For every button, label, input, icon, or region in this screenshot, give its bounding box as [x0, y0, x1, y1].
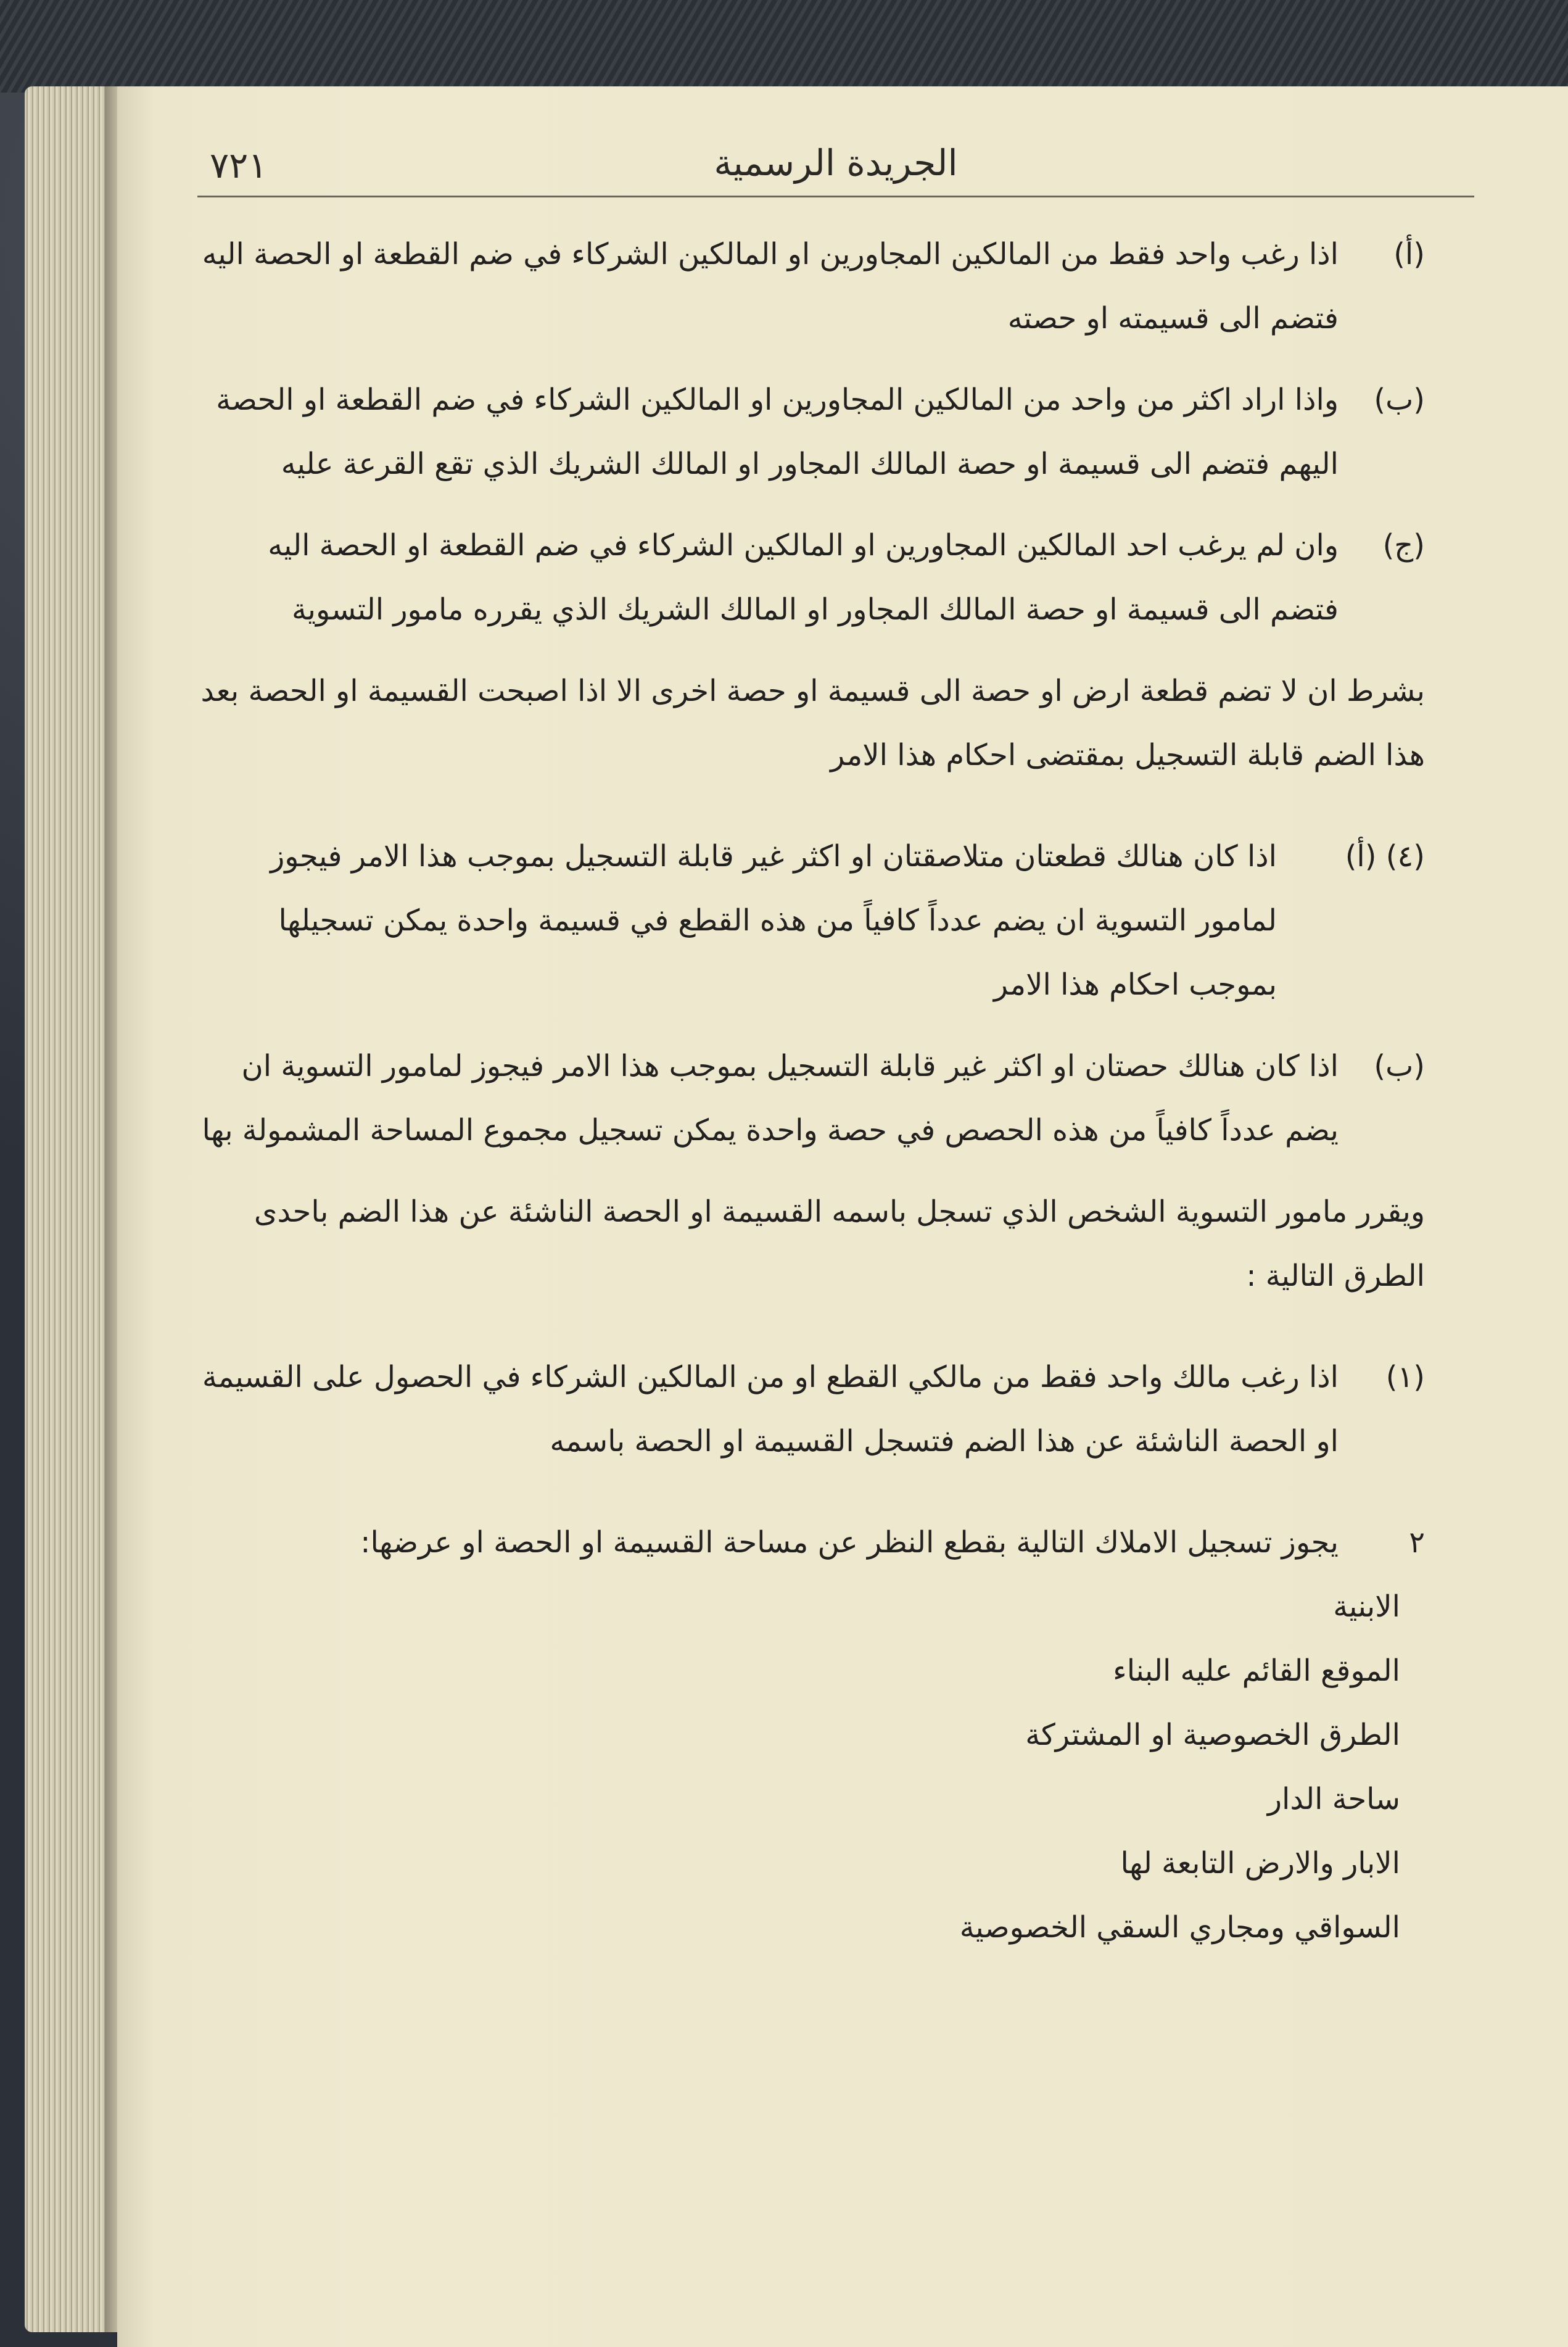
decision-paragraph: ويقرر مامور التسوية الشخص الذي تسجل باسمه القسيمة او الحصة الناشئة عن هذا الضم باحدى الطرق التالية :: [254, 1194, 1425, 1293]
section-2: [197, 1510, 1425, 1575]
proviso-paragraph: بشرط ان لا تضم قطعة ارض او حصة الى قسيمة او حصة اخرى الا اذا اصبحت القسيمة او الحصة بعد هذا الضم قابلة التسجيل بمقتضى احكام هذا الامر: [200, 674, 1425, 772]
section-4a: [197, 824, 1425, 1017]
clause-marker: (أ): [1393, 237, 1425, 271]
clause-a: [197, 222, 1425, 350]
cover-cloth-texture: [0, 0, 1568, 93]
section-marker: [1277, 824, 1425, 1017]
clause-marker: (ب): [1374, 383, 1425, 417]
section-marker: ٢: [1409, 1525, 1425, 1560]
list-item: الطرق الخصوصية او المشتركة: [1025, 1718, 1400, 1752]
page-header: [197, 136, 1474, 197]
page-edges: [25, 86, 111, 2332]
clause-marker: (ب): [1374, 1049, 1425, 1083]
section-text: اذا كان هنالك قطعتان متلاصقتان او اكثر غير قابلة التسجيل بموجب هذا الامر فيجوز لمامور التسوية ان يضم عدداً كافياً من هذه القطع في قسيمة واحدة يمكن تسجيلها بموجب احكام هذا الامر: [270, 839, 1277, 1002]
clause-text: اذا كان هنالك حصتان او اكثر غير قابلة التسجيل بموجب هذا الامر فيجوز لمامور التسوية ان يضم عدداً كافياً من هذه الحصص في حصة واحدة يمكن تسجيل مجموع المساحة المشمولة بها: [202, 1049, 1339, 1148]
clause-text: واذا اراد اكثر من واحد من المالكين المجاورين او المالكين الشركاء في ضم القطعة او الحصة اليهم فتضم الى قسيمة او حصة المالك المجاور او المالك الشريك الذي تقع القرعة عليه: [216, 383, 1339, 481]
list-item: الموقع القائم عليه البناء: [1113, 1654, 1400, 1688]
list-item: الابنية: [1333, 1589, 1400, 1624]
clause-c: [197, 513, 1425, 642]
list-item: ساحة الدار: [1267, 1782, 1400, 1816]
method-1: [197, 1345, 1425, 1473]
list-item: السواقي ومجاري السقي الخصوصية: [959, 1910, 1400, 1945]
running-title: الجريدة الرسمية: [714, 142, 958, 184]
list-item: الابار والارض التابعة لها: [1120, 1846, 1400, 1881]
clause-marker: (ج): [1382, 528, 1425, 563]
clause-b: [197, 368, 1425, 496]
method-text: اذا رغب مالك واحد فقط من مالكي القطع او من المالكين الشركاء في الحصول على القسيمة او الحصة الناشئة عن هذا الضم فتسجل القسيمة او الحصة باسمه: [202, 1360, 1339, 1459]
section-number: (٤): [1385, 839, 1425, 874]
section-text: يجوز تسجيل الاملاك التالية بقطع النظر عن مساحة القسيمة او الحصة او عرضها:: [360, 1525, 1339, 1560]
sub-clause-marker: (أ): [1345, 839, 1377, 874]
page-body: [197, 222, 1425, 2258]
property-list: [197, 1575, 1425, 1960]
method-marker: (١): [1385, 1360, 1425, 1394]
page-number: ٧٢١: [210, 144, 268, 186]
section-4b: [197, 1034, 1425, 1162]
clause-text: وان لم يرغب احد المالكين المجاورين او المالكين الشركاء في ضم القطعة او الحصة اليه فتضم الى قسيمة او حصة المالك المجاور او المالك الشريك الذي يقرره مامور التسوية: [268, 528, 1339, 627]
clause-text: اذا رغب واحد فقط من المالكين المجاورين او المالكين الشركاء في ضم القطعة او الحصة اليه فتضم الى قسيمته او حصته: [202, 237, 1339, 336]
